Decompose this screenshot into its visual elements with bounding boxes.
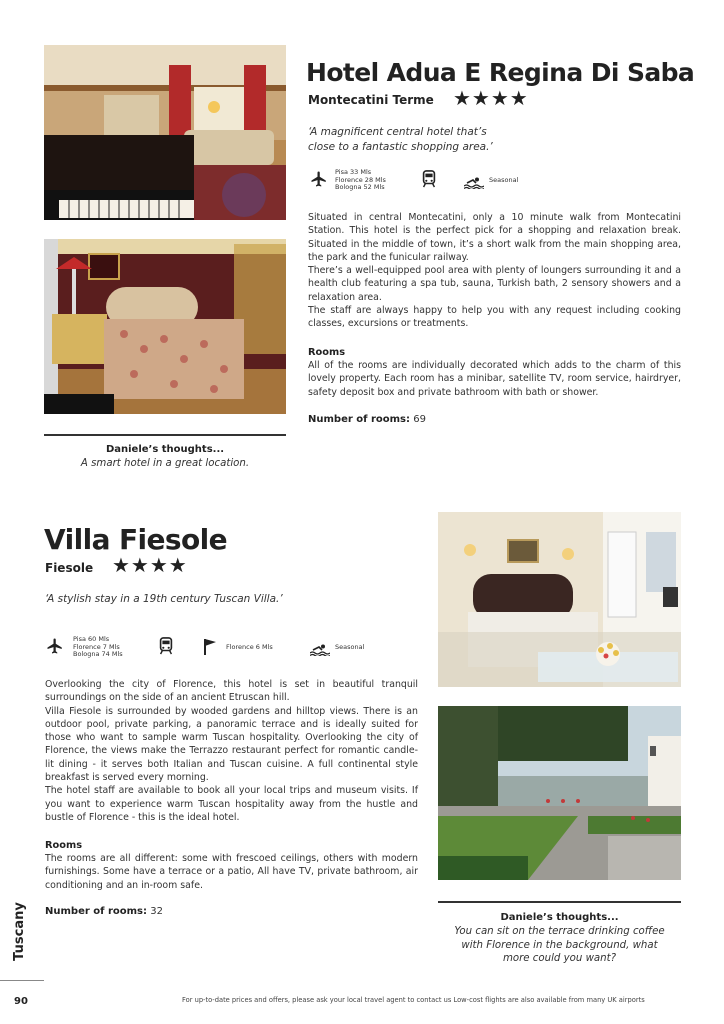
thoughts-line: with Florence in the background, what: [461, 939, 658, 951]
description-paragraph: The staff are always happy to help you with any request including cooking classes, excursions or treatments.: [308, 305, 681, 330]
train-icon: [421, 170, 437, 188]
hotel1-rooms-text: All of the rooms are individually decorated which adds to the charm of this lovely property. Each room has a minibar, satellite TV, room service, hairdryer, safety deposit box and private bathroom with bath or shower.: [308, 360, 681, 398]
description-paragraph: Situated in central Montecatini, only a 10 minute walk from Montecatini Station. This hotel is the perfect pick for a shopping and relaxation break. Situated in the middle of town, it’s a short walk from the main shopping area, the park and the funicular railway.: [308, 212, 681, 263]
hotel2-terrace-photo: [438, 706, 681, 880]
hotel2-thoughts-divider: [438, 901, 681, 903]
page-number: 90: [14, 996, 28, 1007]
hotel1-star-rating: ★★★★: [453, 86, 529, 110]
hotel1-lounge-photo: [44, 45, 286, 220]
hotel1-seasonal-label: Seasonal: [489, 176, 519, 184]
hotel2-thoughts-heading: Daniele’s thoughts...: [500, 912, 619, 923]
hotel1-bedroom-photo: [44, 239, 286, 414]
hotel2-airport-distances: [73, 636, 123, 659]
description-paragraph: Villa Fiesole is surrounded by wooded gardens and hilltop views. There is an outdoor pool, private parking, a panoramic terrace and is ideally suited for those who want to sample warm Tuscan hospitality. Overlooking the city of Florence, the views make the Terrazzo restaurant perfect for romantic candle-lit dining - it serves both Italian and Tuscan cuisine. A full continental style breakfast is served every morning.: [45, 705, 418, 784]
hotel2-location: Fiesole: [45, 561, 94, 575]
side-label-divider: [0, 980, 44, 981]
hotel1-location: Montecatini Terme: [308, 93, 434, 107]
hotel1-rooms-heading: Rooms: [308, 347, 346, 358]
flag-icon: [202, 638, 218, 656]
hotel2-star-rating: ★★★★: [112, 553, 188, 577]
hotel1-description: [308, 211, 681, 331]
description-paragraph: The hotel staff are available to book all your local trips and museum visits. If you want to experience warm Tuscan hospitality away from the hustle and bustle of Florence - this is the ideal hotel.: [45, 785, 418, 823]
train-icon: [158, 637, 174, 655]
plane-icon: [310, 170, 328, 188]
pool-icon: [310, 641, 330, 653]
hotel1-thoughts-divider: [44, 434, 286, 436]
hotel2-thoughts-text: [438, 925, 681, 966]
airport-distance: Pisa 60 Mls: [73, 635, 110, 643]
plane-icon: [46, 637, 64, 655]
hotel2-city-distance: Florence 6 Mls: [226, 643, 273, 651]
rooms-count-label: Number of rooms:: [45, 906, 148, 917]
airport-distance: Bologna 52 Mls: [335, 183, 385, 191]
hotel1-rooms-count: [308, 414, 426, 425]
airport-distance: Bologna 74 Mls: [73, 650, 123, 658]
hotel1-quote-line: close to a fantastic shopping area.’: [308, 141, 493, 153]
rooms-count-value: 32: [150, 906, 163, 917]
region-label-text: Tuscany: [11, 902, 27, 961]
hotel2-rooms-heading: Rooms: [45, 840, 83, 851]
hotel2-rooms-text: The rooms are all different: some with frescoed ceilings, others with modern furnishings. Some have a terrace or a patio, All have TV, private bathroom, air conditioning and an in-room safe.: [45, 853, 418, 891]
region-side-label: [4, 900, 44, 970]
description-paragraph: Overlooking the city of Florence, this hotel is set in beautiful tranquil surroundings on the side of an ancient Etruscan hill.: [45, 679, 418, 704]
hotel2-name: Villa Fiesole: [44, 523, 228, 556]
hotel1-quote-line: ‘A magnificent central hotel that’s: [308, 126, 487, 138]
hotel2-rooms-count: [45, 906, 163, 917]
description-paragraph: There’s a well-equipped pool area with plenty of loungers surrounding it and a health club featuring a spa tub, sauna, Turkish bath, 2 sensory showers and a relaxation area.: [308, 265, 681, 303]
hotel1-name: Hotel Adua E Regina Di Saba: [306, 58, 695, 87]
hotel1-thoughts-heading: Daniele’s thoughts...: [105, 444, 225, 455]
airport-distance: Pisa 33 Mls: [335, 168, 372, 176]
hotel1-thoughts-text: A smart hotel in a great location.: [80, 458, 250, 469]
airport-distance: Florence 28 Mls: [335, 175, 386, 184]
hotel2-quote: ‘A stylish stay in a 19th century Tuscan Villa.’: [45, 593, 283, 605]
footer-note: For up-to-date prices and offers, please ask your local travel agent to contact us Low-cost flights are also available from many UK airports: [182, 996, 645, 1004]
thoughts-line: You can sit on the terrace drinking coffee: [454, 926, 665, 937]
hotel2-seasonal-label: Seasonal: [335, 643, 365, 651]
hotel2-bedroom-photo: [438, 512, 681, 687]
hotel1-airport-distances: [335, 169, 386, 192]
hotel1-quote: [308, 125, 493, 155]
pool-icon: [464, 174, 484, 186]
rooms-count-label: Number of rooms:: [308, 414, 411, 425]
airport-distance: Florence 7 Mls: [73, 642, 120, 651]
rooms-count-value: 69: [413, 414, 426, 425]
hotel2-description: [45, 678, 418, 824]
thoughts-line: more could you want?: [502, 953, 617, 964]
